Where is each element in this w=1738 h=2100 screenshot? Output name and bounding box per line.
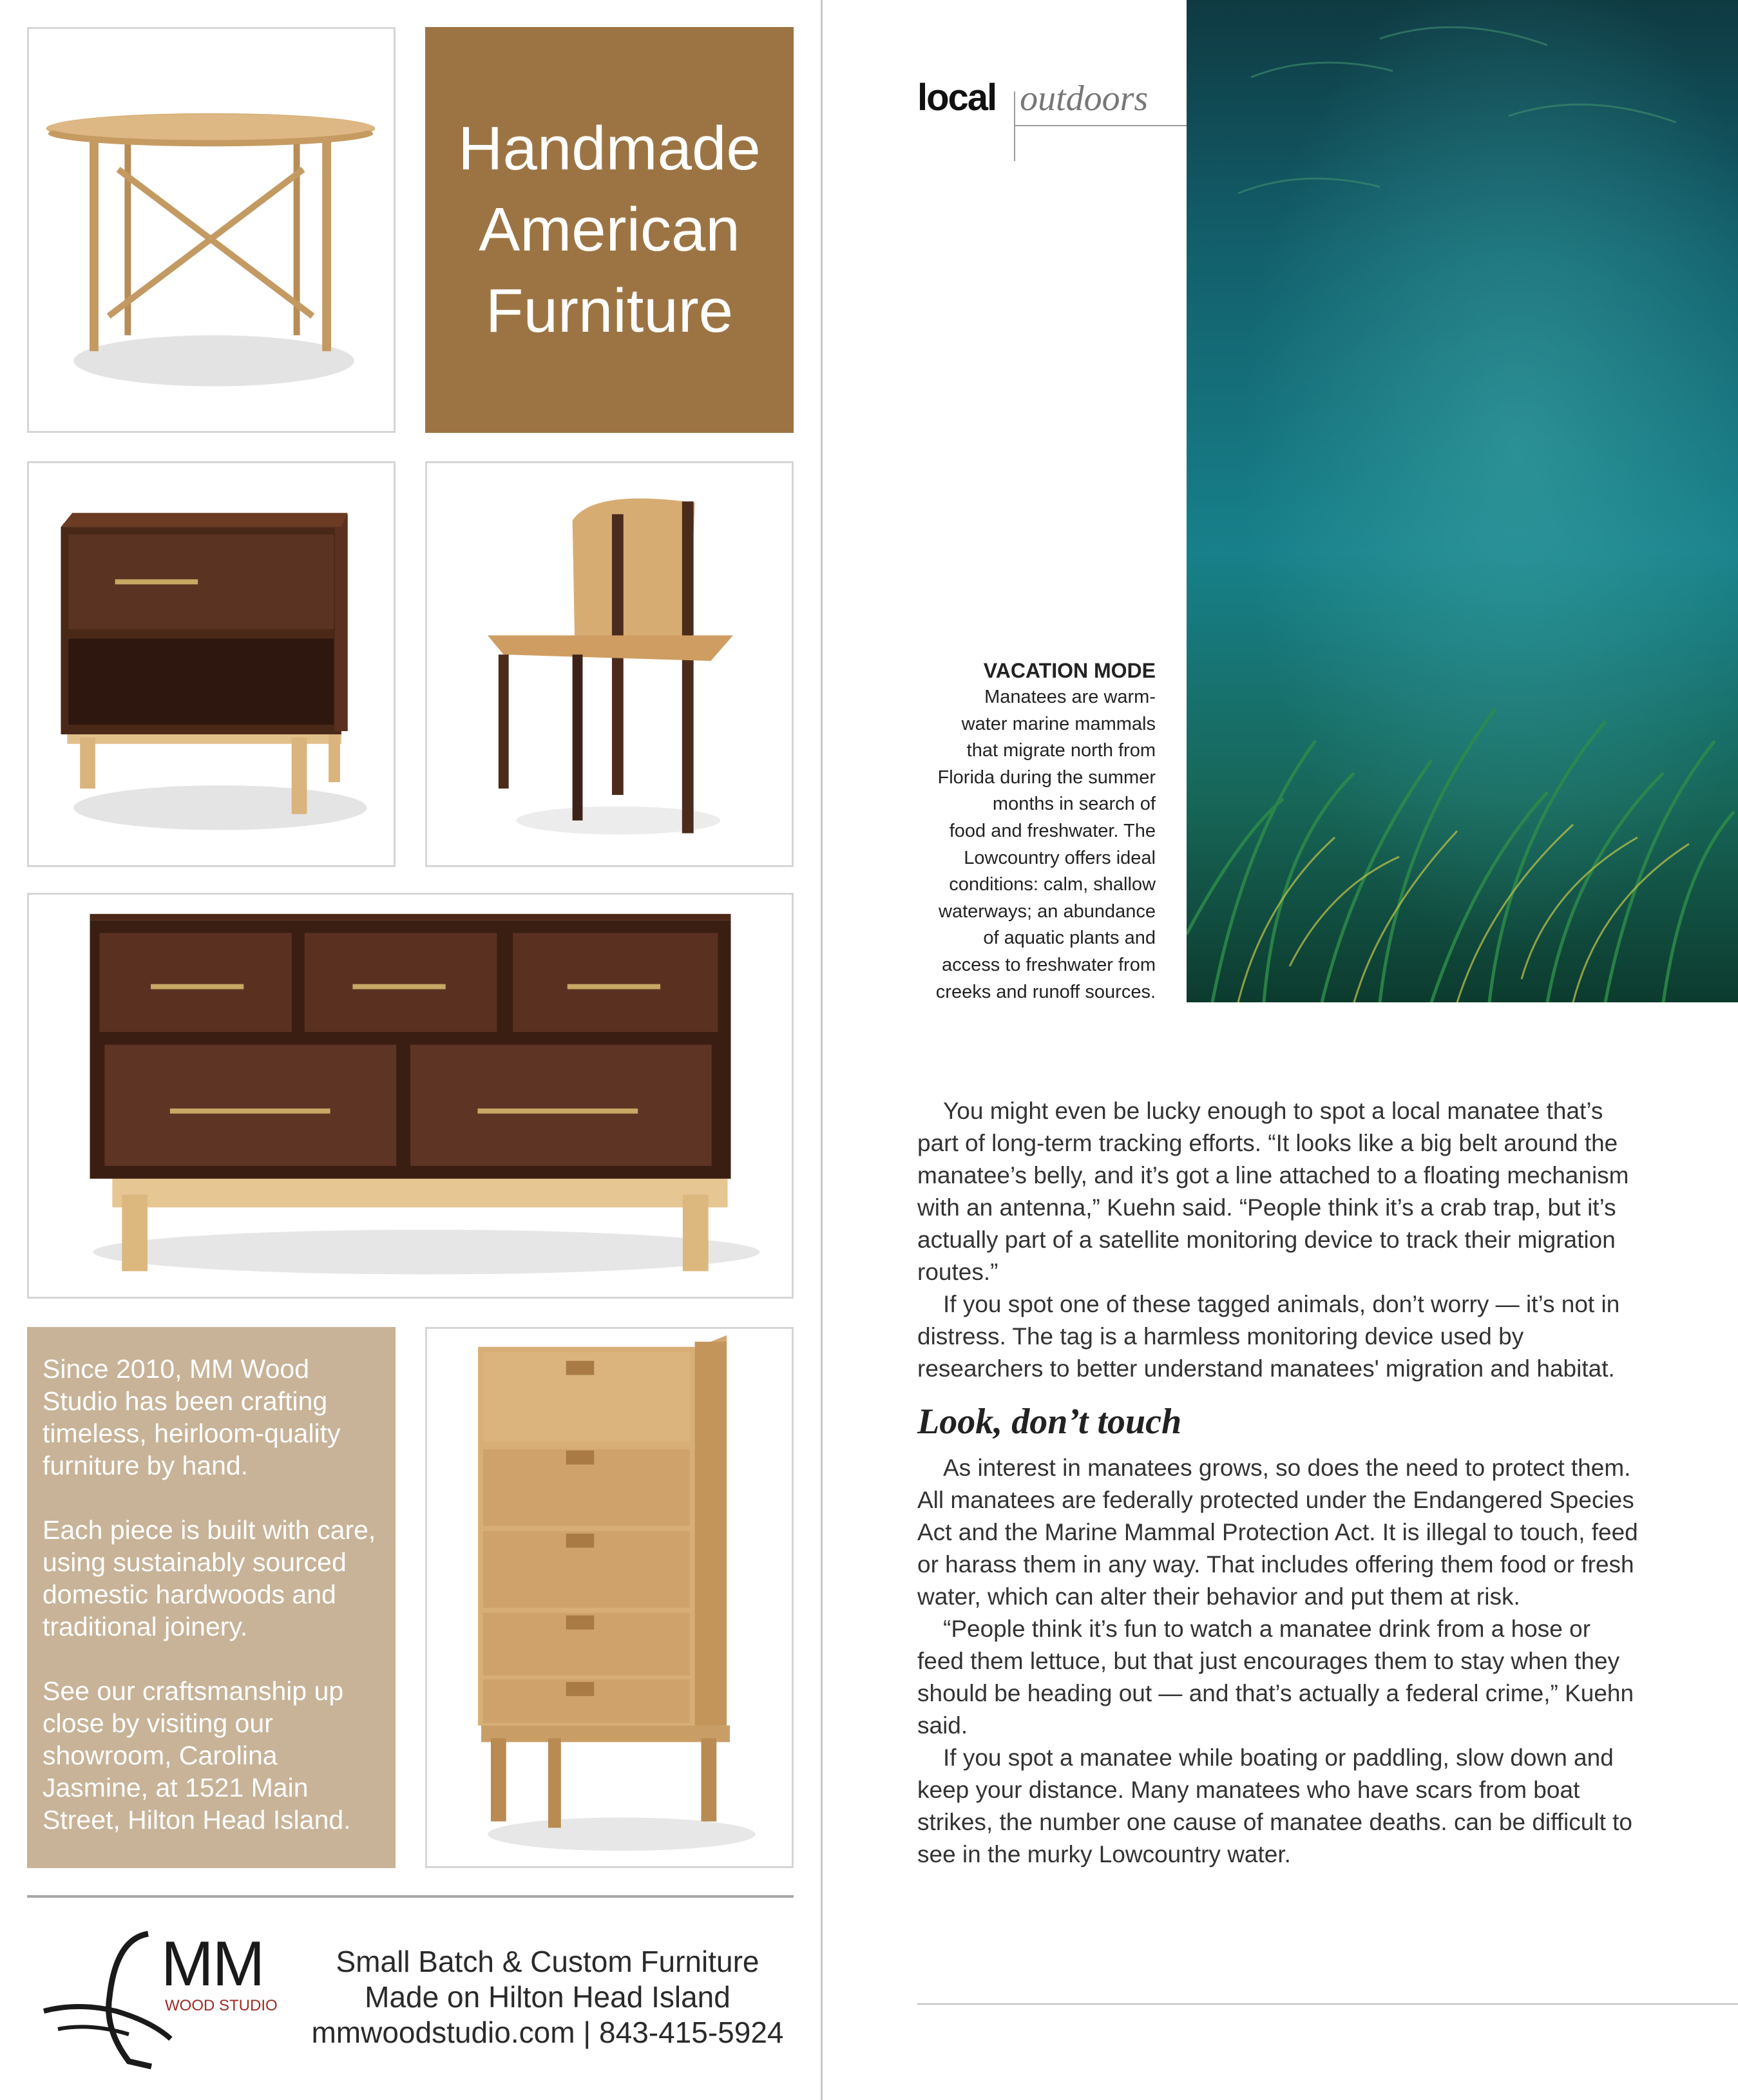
dresser-photo: [27, 893, 794, 1299]
ad-blurb-paragraph-1: Since 2010, MM Wood Studio has been crafting timeless, heirloom-quality furniture by hand.: [43, 1354, 341, 1480]
logo-subtitle: WOOD STUDIO: [165, 1997, 278, 2014]
nightstand-photo: [27, 461, 396, 867]
caption-line: that migrate north from: [966, 740, 1156, 761]
ad-blurb-paragraph-3: See our craftsmanship up close by visiting our showroom, Carolina Jasmine, at 1521 Main Street, Hilton Head Island.: [43, 1676, 351, 1835]
section-label: [917, 76, 1148, 119]
caption-line: Florida during the summer: [937, 767, 1156, 788]
article-paragraph: If you spot one of these tagged animals, don’t worry — it’s not in distress. The tag is a harmless monitoring device used by researchers to better understand manatees' migration and habitat.: [917, 1291, 1620, 1382]
article-paragraph: If you spot a manatee while boating or paddling, slow down and keep your distance. Many manatees who have scars from boat strikes, the number one cause of manatee deaths. can be difficult to see in the murky Lowcountry water.: [917, 1744, 1632, 1867]
caption-line: food and freshwater. The: [949, 820, 1156, 841]
ad-tagline-line-1: Small Batch & Custom Furniture: [336, 1945, 759, 1978]
ad-blurb-paragraph-2: Each piece is built with care, using sustainably sourced domestic hardwoods and traditional joinery.: [43, 1515, 376, 1641]
article-paragraph: You might even be lucky enough to spot a local manatee that’s part of long-term tracking efforts. “It looks like a big belt around the manatee’s belly, and it’s got a line attached to a floating mechanism with an antenna,” Kuehn said. “People think it’s a crab trap, but it’s actually part of a satellite monitoring device to track their migration routes.”: [917, 1098, 1629, 1285]
ad-headline-line-1: Handmade: [458, 114, 761, 183]
caption-line: conditions: calm, shallow: [949, 874, 1156, 895]
article-subhead: Look, don’t touch: [917, 1402, 1182, 1442]
caption-line: Manatees are warm-: [984, 687, 1156, 707]
tall-chest-photo: [425, 1327, 794, 1868]
ad-blurb-box: [27, 1327, 396, 1868]
underwater-seagrass-photo: [1187, 0, 1738, 1002]
article-footer-rule: [917, 2003, 1738, 2005]
ad-website-phone: mmwoodstudio.com | 843-415-5924: [311, 2016, 784, 2049]
caption-line: access to freshwater from: [942, 954, 1156, 975]
mm-wood-studio-logo: [39, 1926, 283, 2074]
caption-title: VACATION MODE: [983, 659, 1156, 682]
round-table-photo: [27, 27, 396, 433]
section-label-local: local: [917, 77, 997, 119]
section-label-outdoors: outdoors: [1020, 79, 1149, 119]
page-gutter-divider: [821, 0, 823, 2100]
article-body: [917, 1095, 1639, 1871]
article-paragraph: “People think it’s fun to watch a manatee drink from a hose or feed them lettuce, but that just encourages them to stay when they should be heading out — and that’s actually a federal crime,” Kuehn said.: [917, 1616, 1634, 1739]
ad-tagline-line-2: Made on Hilton Head Island: [365, 1980, 731, 2014]
article-paragraph: As interest in manatees grows, so does the need to protect them. All manatees are federally protected under the Endangered Species Act and the Marine Mammal Protection Act. It is illegal to touch, feed or harass them in any way. That includes offering them food or fresh water, which can alter their behavior and put them at risk.: [917, 1455, 1638, 1610]
caption-line: of aquatic plants and: [983, 928, 1156, 949]
section-label-rule-vertical: [1014, 91, 1015, 161]
section-label-rule-horizontal: [1014, 125, 1187, 126]
logo-letters: MM: [161, 1928, 264, 1999]
ad-footer-divider: [27, 1895, 794, 1898]
photo-caption: [928, 657, 1156, 1006]
ad-headline-line-3: Furniture: [485, 276, 734, 345]
ad-headline-box: [425, 27, 794, 433]
caption-line: months in search of: [992, 794, 1156, 815]
caption-line: waterways; an abundance: [939, 901, 1156, 922]
caption-line: water marine mammals: [961, 713, 1156, 734]
chair-photo: [425, 461, 794, 867]
caption-line: creeks and runoff sources.: [935, 981, 1156, 1002]
caption-line: Lowcountry offers ideal: [964, 847, 1156, 868]
ad-headline-line-2: American: [479, 195, 740, 264]
